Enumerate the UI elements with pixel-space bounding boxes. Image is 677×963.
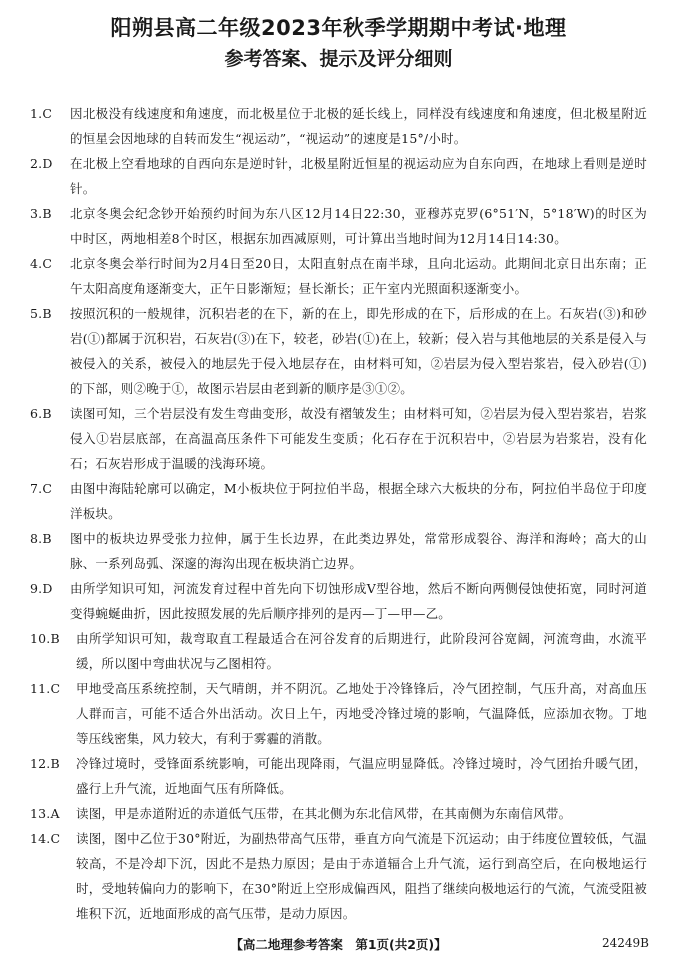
answer-item-2 <box>30 151 647 201</box>
answer-item-12 <box>30 751 647 801</box>
answer-item-13 <box>30 801 647 826</box>
answer-text: 由图中海陆轮廓可以确定，M小板块位于阿拉伯半岛，根据全球六大板块的分布，阿拉伯半岛位于印度洋板块。 <box>70 481 647 521</box>
answer-number: 12.B <box>30 756 60 771</box>
answer-text: 北京冬奥会纪念钞开始预约时间为东八区12月14日22:30，亚穆苏克罗(6°51′N，5°18′W)的时区为中时区，两地相差8个时区，根据东加西减原则，可计算出当地时间为12月14日14:30。 <box>70 206 647 246</box>
answer-number: 11.C <box>30 681 61 696</box>
answer-text: 由所学知识可知，河流发育过程中首先向下切蚀形成V型谷地，然后不断向两侧侵蚀使拓宽，同时河道变得蜿蜒曲折，因此按照发展的先后顺序排列的是丙—丁—甲—乙。 <box>70 581 647 621</box>
answer-item-3 <box>30 201 647 251</box>
answer-number: 8.B <box>30 531 52 546</box>
answer-text: 甲地受高压系统控制，天气晴朗，并不阴沉。乙地处于冷锋锋后，冷气团控制，气压升高，对高血压人群而言，可能不适合外出活动。次日上午，丙地受冷锋过境的影响，气温降低，应添加衣物。丁地等压线密集，风力较大，有利于雾霾的消散。 <box>76 681 647 746</box>
answer-number: 13.A <box>30 806 60 821</box>
answer-item-10 <box>30 626 647 676</box>
answer-text: 读图，图中乙位于30°附近，为副热带高气压带，垂直方向气流是下沉运动；由于纬度位置较低，气温较高，不是冷却下沉，因此不是热力原因；是由于赤道辐合上升气流，运行到高空后，在向极地运行时，受地转偏向力的影响下，在30°附近上空形成偏西风，阻挡了继续向极地运行的气流，气流受阻被堆积下沉，近地面形成的高气压带，是动力原因。 <box>76 831 647 921</box>
answer-item-8 <box>30 526 647 576</box>
answer-item-7 <box>30 476 647 526</box>
answer-number: 3.B <box>30 206 52 221</box>
page-footer: 【高二地理参考答案 第1页(共2页)】 <box>230 937 447 952</box>
answer-number: 1.C <box>30 106 53 121</box>
answer-number: 6.B <box>30 406 52 421</box>
answer-item-11 <box>30 676 647 751</box>
answer-item-1 <box>30 101 647 151</box>
answer-item-5 <box>30 301 647 401</box>
answer-text: 按照沉积的一般规律，沉积岩老的在下，新的在上，即先形成的在下，后形成的在上。石灰岩(③)和砂岩(①)都属于沉积岩，石灰岩(③)在下，较老，砂岩(①)在上，较新；侵入岩与其他地层的关系是侵入与被侵入的关系，被侵入的地层先于侵入地层存在，由材料可知，②岩层为侵入型岩浆岩，侵入砂岩(①)的下部，则②晚于①，故图示岩层由老到新的顺序是③①②。 <box>70 306 647 396</box>
answer-list <box>30 101 647 926</box>
document-code: 24249B <box>602 936 649 950</box>
answer-number: 10.B <box>30 631 60 646</box>
answer-number: 5.B <box>30 306 52 321</box>
answer-text: 读图可知，三个岩层没有发生弯曲变形，故没有褶皱发生；由材料可知，②岩层为侵入型岩浆岩，岩浆侵入①岩层底部，在高温高压条件下可能发生变质；化石存在于沉积岩中，②岩层为岩浆岩，没有化石；石灰岩形成于温暖的浅海环境。 <box>70 406 647 471</box>
answer-text: 在北极上空看地球的自西向东是逆时针，北极星附近恒星的视运动应为自东向西，在地球上看则是逆时针。 <box>70 156 647 196</box>
answer-number: 9.D <box>30 581 53 596</box>
answer-text: 冷锋过境时，受锋面系统影响，可能出现降雨，气温应明显降低。冷锋过境时，冷气团抬升暖气团，盛行上升气流，近地面气压有所降低。 <box>76 756 647 796</box>
answer-number: 2.D <box>30 156 53 171</box>
answer-item-6 <box>30 401 647 476</box>
page-subtitle: 参考答案、提示及评分细则 <box>224 48 453 70</box>
answer-number: 7.C <box>30 481 53 496</box>
answer-item-14 <box>30 826 647 926</box>
answer-text: 由所学知识可知，裁弯取直工程最适合在河谷发育的后期进行，此阶段河谷宽阔，河流弯曲，水流平缓，所以图中弯曲状况与乙图相符。 <box>76 631 647 671</box>
answer-text: 读图，甲是赤道附近的赤道低气压带，在其北侧为东北信风带，在其南侧为东南信风带。 <box>76 806 572 821</box>
answer-text: 北京冬奥会举行时间为2月4日至20日，太阳直射点在南半球，且向北运动。此期间北京日出东南；正午太阳高度角逐渐变大，正午日影渐短；昼长渐长；正午室内光照面积逐渐变小。 <box>70 256 647 296</box>
answer-number: 14.C <box>30 831 61 846</box>
answer-item-9 <box>30 576 647 626</box>
answer-number: 4.C <box>30 256 53 271</box>
answer-item-4 <box>30 251 647 301</box>
answer-text: 图中的板块边界受张力拉伸，属于生长边界，在此类边界处，常常形成裂谷、海洋和海岭；高大的山脉、一系列岛弧、深邃的海沟出现在板块消亡边界。 <box>70 531 647 571</box>
answer-text: 因北极没有线速度和角速度，而北极星位于北极的延长线上，同样没有线速度和角速度，但北极星附近的恒星会因地球的自转而发生“视运动”，“视运动”的速度是15°/小时。 <box>70 106 647 146</box>
page-title: 阳朔县高二年级2023年秋季学期期中考试·地理 <box>110 16 567 40</box>
